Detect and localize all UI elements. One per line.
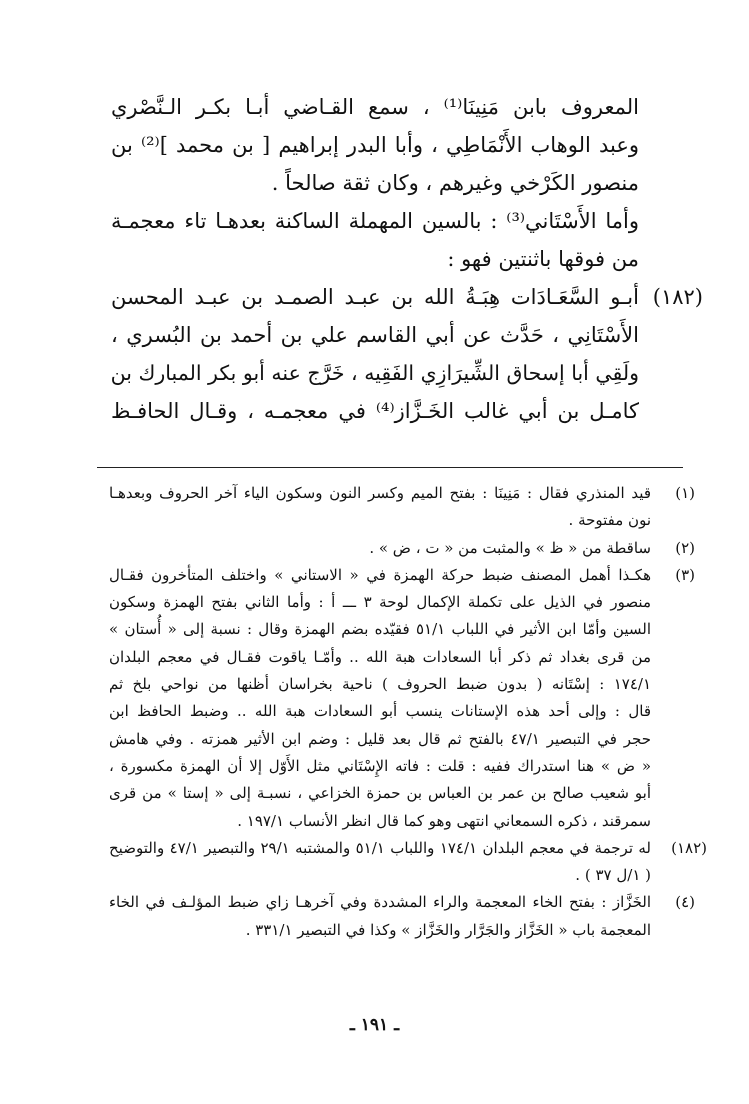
footnote-line: قيد المنذري فقال : مَنِينَا : بفتح الميم وكسر النون وسكون الياء آخر الحروف وبعدهـا [109, 484, 651, 502]
footnote-line: قال : وإلى أحد هذه الإستانات ينسب أبو السعادات هبة الله .. وضبط الحافظ ابن [109, 702, 651, 721]
footnote-line: الخَزَّاز : بفتح الخاء المعجمة والراء المشددة وفي آخرهـا زاي ضبط المؤلـف في الخاء [109, 893, 651, 912]
main-line: من فوقها باثنتين فهو : [447, 247, 639, 271]
footnote-line: سمرقند ، ذكره السمعاني انتهى وهو كما قال انظر الأنساب ١٩٧/١ . [237, 811, 651, 830]
main-line: منصور الكَرْخي وغيرهم ، وكان ثقة صالحاً . [271, 171, 639, 195]
footnote-line: منصور في الذيل على تكملة الإكمال لوحة ٣ ـــ أ : وأما الثاني بفتح الهمزة وسكون [109, 593, 651, 612]
footnote-line: ساقطة من « ظ » والمثبت من « ت ، ض » . [369, 538, 651, 557]
footnote-number: (٢) [675, 538, 695, 557]
footnote [109, 835, 707, 890]
entry-line: الأَسْتَانِي ، حَدَّث عن أبي القاسم علي بن أحمد بن البُسري ، [111, 323, 639, 347]
biography-entry [110, 278, 703, 430]
main-text [110, 88, 703, 430]
footnote [109, 889, 695, 944]
main-line: المعروف بابن مَنِينَا⁽¹⁾ ، سمع القـاضي أبـا بكـر الـنَّصْري [111, 95, 639, 119]
footnote-number: (٣) [675, 565, 695, 584]
footnote-number: (٤) [675, 893, 695, 912]
footnote-line: أبو شعيب صالح بن عمر بن العباس بن حمزة الخزاعي ، نسبـة إلى « إستا » من قرى [109, 784, 651, 803]
footnote-line: ١٧٤/١ : إسْتَانه ( بدون ضبط الحروف ) ناحية بخراسان أظنها من نواحي بلخ ثم [109, 675, 651, 694]
footnote-number: (١) [675, 484, 695, 502]
footnotes [109, 480, 707, 944]
entry-line: كامـل بن أبي غالب الخَـزَّاز⁽⁴⁾ في معجمـه ، وقـال الحافـظ [111, 399, 640, 423]
footnote-line: السين وأمّا ابن الأثير في اللباب ٥١/١ فقيّده بضم الهمزة وقال : نسبة إلى « أُستان » [109, 620, 652, 639]
entry-number: (١٨٢) [652, 285, 703, 309]
footnote-line: ( ١/ل ٣٧ ) . [575, 866, 651, 885]
entry-line: ولَقِي أبا إسحاق الشِّيرَازِي الفَقِيه ، خَرَّج عنه أبو بكر المبارك بن [110, 361, 639, 385]
footnote-line: نون مفتوحة . [568, 511, 651, 530]
footnote-number: (١٨٢) [671, 838, 707, 857]
footnote-separator [97, 467, 683, 468]
page-number: ـ ١٩١ ـ [349, 1015, 400, 1035]
main-line: وأما الأَسْتَاني⁽³⁾ : بالسين المهملة الساكنة بعدهـا تاء معجمـة [111, 209, 639, 233]
entry-line: أبـو السَّعَـادَات هِبَـةُ الله بن عبـد الصمـد بن عبـد المحسن [111, 285, 639, 309]
main-line: وعبد الوهاب الأَنْمَاطِي ، وأبا البدر إبراهيم [ بن محمد ]⁽²⁾ بن [111, 133, 639, 157]
footnote-line: من قرى بغداد ثم ذكر أبا السعادات هبة الله .. وأمّـا ياقوت فقـال في معجم البلدان [109, 647, 651, 666]
footnote-line: له ترجمة في معجم البلدان ١٧٤/١ واللباب ٥١/١ والمشتبه ٢٩/١ والتبصير ٤٧/١ والتوضيح [109, 838, 651, 857]
footnote [109, 562, 695, 835]
footnote-line: حجر في التبصير ٤٧/١ بالفتح ثم قال بعد قليل : وضم ابن الأثير همزته . وفي هامش [109, 729, 652, 748]
footnote-line: المعجمة باب « الخَزَّاز والجَرَّار والخَزَّاز » وكذا في التبصير ٣٣١/١ . [245, 920, 651, 939]
footnote [109, 535, 695, 562]
footnote [109, 480, 695, 535]
footnote-line: هكـذا أهمل المصنف ضبط حركة الهمزة في « الاستاني » واختلف المتأخرون فقـال [109, 565, 651, 584]
footnote-line: « ض » هنا استدراك ففيه : قلت : فاته الإِسْتَاني مثل الأَوّل إلا أن الهمزة مكسورة ، [109, 756, 651, 775]
